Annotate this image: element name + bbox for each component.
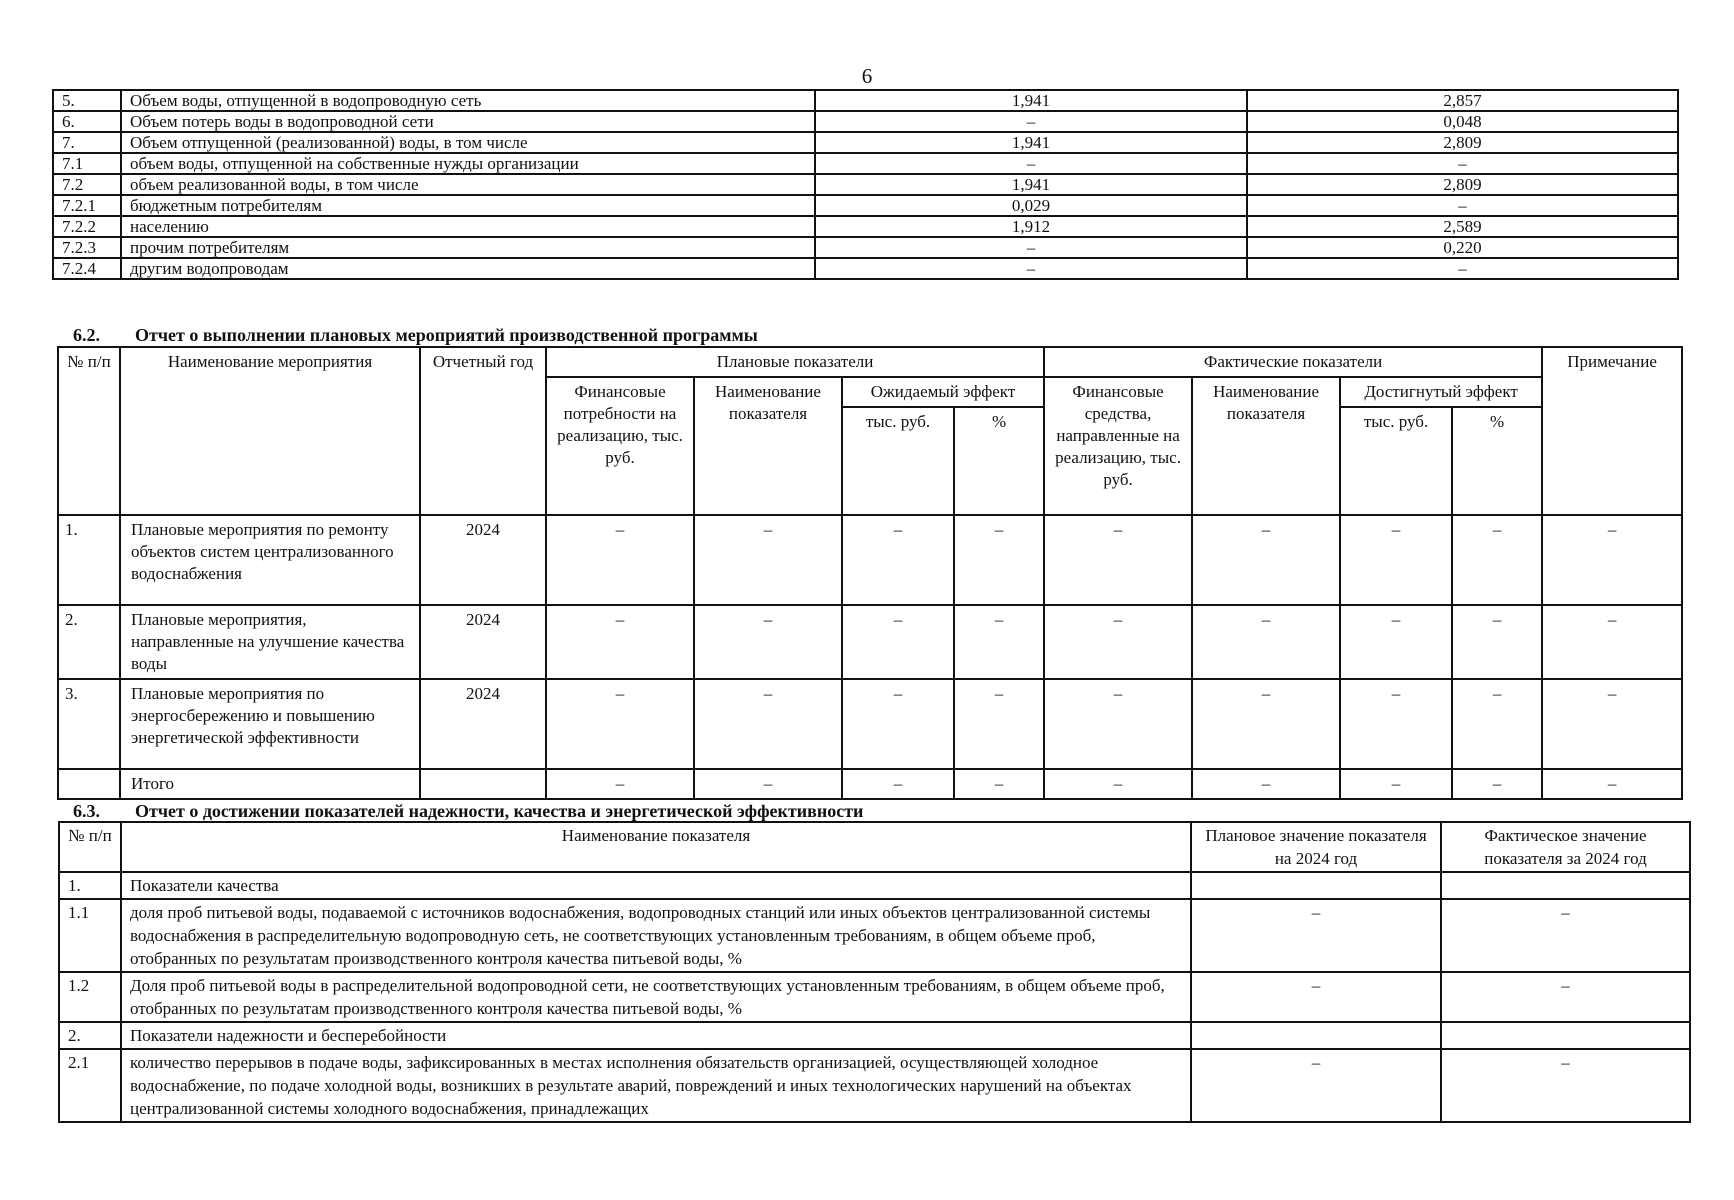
total-value: –: [1192, 769, 1340, 799]
indicator-value: –: [1340, 515, 1452, 605]
fact-value: –: [1441, 972, 1690, 1022]
indicator-value: –: [1452, 515, 1542, 605]
row-number: 2.: [58, 605, 120, 679]
row-number: 7.: [53, 132, 121, 153]
indicator-value: –: [1452, 605, 1542, 679]
row-name: бюджетным потребителям: [121, 195, 815, 216]
total-value: –: [842, 769, 954, 799]
indicator-value: –: [1044, 679, 1192, 769]
section-number: 6.2.: [73, 325, 100, 345]
fact-value: 0,220: [1247, 237, 1678, 258]
fact-value: 2,857: [1247, 90, 1678, 111]
row-number: 1.2: [59, 972, 121, 1022]
plan-value: 1,941: [815, 90, 1247, 111]
table-row: [59, 1049, 1690, 1122]
activity-name: Плановые мероприятия, направленные на улучшение качества воды: [120, 605, 420, 679]
fact-value: –: [1247, 195, 1678, 216]
plan-value: –: [815, 258, 1247, 279]
fact-value: [1441, 1022, 1690, 1049]
total-value: –: [694, 769, 842, 799]
header-planned-indicators: Плановые показатели: [546, 347, 1044, 377]
header-achieved-percent: %: [1452, 407, 1542, 515]
header-expected-percent: %: [954, 407, 1044, 515]
table-row: [53, 195, 1678, 216]
row-name: Объем потерь воды в водопроводной сети: [121, 111, 815, 132]
indicator-name: Доля проб питьевой воды в распределительной водопроводной сети, не соответствующих установленным требованиям, в общем объеме проб, отобранных по результатам производственного контроля качества питьевой воды, %: [121, 972, 1191, 1022]
row-number: 2.1: [59, 1049, 121, 1122]
report-year: 2024: [420, 605, 546, 679]
plan-value: –: [1191, 972, 1441, 1022]
fact-value: [1441, 872, 1690, 899]
fact-value: 2,809: [1247, 132, 1678, 153]
indicator-value: –: [1340, 679, 1452, 769]
row-name: Объем воды, отпущенной в водопроводную сеть: [121, 90, 815, 111]
section-heading-6-2: [73, 325, 758, 345]
indicator-value: –: [546, 679, 694, 769]
row-number: 5.: [53, 90, 121, 111]
plan-value: –: [815, 111, 1247, 132]
row-name: объем реализованной воды, в том числе: [121, 174, 815, 195]
header-fact-value: Фактическое значение показателя за 2024 год: [1441, 822, 1690, 872]
indicator-value: –: [694, 515, 842, 605]
row-number: 7.2.4: [53, 258, 121, 279]
indicator-value: –: [1044, 515, 1192, 605]
fact-value: 2,589: [1247, 216, 1678, 237]
indicator-name: количество перерывов в подаче воды, зафиксированных в местах исполнения обязательств организацией, осуществляющей холодное водоснабжение, по подаче холодной воды, возникших в результате аварий, повреждений и иных технологических нарушений на объектах централизованной системы холодного водоснабжения, принадлежащих: [121, 1049, 1191, 1122]
header-fact-finance: Финансовые средства, направленные на реализацию, тыс. руб.: [1044, 377, 1192, 515]
plan-value: [1191, 872, 1441, 899]
report-year: 2024: [420, 679, 546, 769]
table-row: [59, 872, 1690, 899]
header-note: Примечание: [1542, 347, 1682, 515]
indicator-value: –: [1192, 605, 1340, 679]
table-row: [53, 90, 1678, 111]
total-value: –: [1044, 769, 1192, 799]
indicator-value: –: [842, 605, 954, 679]
row-name: Объем отпущенной (реализованной) воды, в том числе: [121, 132, 815, 153]
table-row: [53, 174, 1678, 195]
header-achieved-rub: тыс. руб.: [1340, 407, 1452, 515]
header-actual-indicators: Фактические показатели: [1044, 347, 1542, 377]
table-row: [53, 258, 1678, 279]
fact-value: –: [1247, 258, 1678, 279]
empty-cell: [58, 769, 120, 799]
header-num: № п/п: [58, 347, 120, 515]
row-number: 7.2: [53, 174, 121, 195]
reliability-indicators-table: [58, 821, 1691, 1123]
table-row: [53, 153, 1678, 174]
indicator-value: –: [1340, 605, 1452, 679]
plan-value: 1,912: [815, 216, 1247, 237]
indicator-value: –: [546, 515, 694, 605]
total-value: –: [954, 769, 1044, 799]
section-number: 6.3.: [73, 801, 100, 821]
activity-name: Плановые мероприятия по энергосбережению и повышению энергетической эффективности: [120, 679, 420, 769]
table-row: [59, 1022, 1690, 1049]
row-number: 6.: [53, 111, 121, 132]
plan-value: 1,941: [815, 132, 1247, 153]
indicator-name: Показатели надежности и бесперебойности: [121, 1022, 1191, 1049]
fact-value: –: [1441, 1049, 1690, 1122]
indicator-name: Показатели качества: [121, 872, 1191, 899]
total-value: –: [1542, 769, 1682, 799]
page-number: 6: [861, 64, 873, 88]
header-report-year: Отчетный год: [420, 347, 546, 515]
table-row: [58, 605, 1682, 679]
fact-value: 0,048: [1247, 111, 1678, 132]
header-achieved-effect: Достигнутый эффект: [1340, 377, 1542, 407]
empty-cell: [420, 769, 546, 799]
row-number: 1.: [58, 515, 120, 605]
header-num: № п/п: [59, 822, 121, 872]
indicator-name: доля проб питьевой воды, подаваемой с источников водоснабжения, водопроводных станций или иных объектов централизованной системы водоснабжения в распределительную водопроводную сеть, не соответствующих установленным требованиям, в общем объеме проб, отобранных по результатам производственного контроля качества питьевой воды, %: [121, 899, 1191, 972]
total-row: [58, 769, 1682, 799]
row-name: прочим потребителям: [121, 237, 815, 258]
row-number: 2.: [59, 1022, 121, 1049]
planned-activities-table: [57, 346, 1683, 800]
activity-name: Плановые мероприятия по ремонту объектов систем централизованного водоснабжения: [120, 515, 420, 605]
indicator-value: –: [1452, 679, 1542, 769]
plan-value: 0,029: [815, 195, 1247, 216]
water-volume-table: [52, 89, 1679, 280]
indicator-value: –: [1542, 515, 1682, 605]
table-row: [53, 132, 1678, 153]
table-row: [53, 216, 1678, 237]
plan-value: 1,941: [815, 174, 1247, 195]
indicator-value: –: [1192, 679, 1340, 769]
fact-value: –: [1247, 153, 1678, 174]
fact-value: –: [1441, 899, 1690, 972]
indicator-value: –: [1542, 679, 1682, 769]
row-number: 7.1: [53, 153, 121, 174]
table-row: [53, 237, 1678, 258]
indicator-value: –: [694, 605, 842, 679]
report-year: 2024: [420, 515, 546, 605]
indicator-value: –: [954, 679, 1044, 769]
header-expected-rub: тыс. руб.: [842, 407, 954, 515]
total-label: Итого: [120, 769, 420, 799]
indicator-value: –: [954, 605, 1044, 679]
header-plan-indicator: Наименование показателя: [694, 377, 842, 515]
header-plan-value: Плановое значение показателя на 2024 год: [1191, 822, 1441, 872]
plan-value: –: [815, 153, 1247, 174]
row-number: 7.2.3: [53, 237, 121, 258]
row-name: другим водопроводам: [121, 258, 815, 279]
table-row: [59, 972, 1690, 1022]
header-expected-effect: Ожидаемый эффект: [842, 377, 1044, 407]
total-value: –: [546, 769, 694, 799]
row-number: 1.1: [59, 899, 121, 972]
fact-value: 2,809: [1247, 174, 1678, 195]
plan-value: [1191, 1022, 1441, 1049]
total-value: –: [1452, 769, 1542, 799]
row-name: населению: [121, 216, 815, 237]
table-row: [58, 515, 1682, 605]
total-value: –: [1340, 769, 1452, 799]
indicator-value: –: [546, 605, 694, 679]
header-activity-name: Наименование мероприятия: [120, 347, 420, 515]
table-row: [59, 899, 1690, 972]
row-number: 7.2.2: [53, 216, 121, 237]
row-name: объем воды, отпущенной на собственные нужды организации: [121, 153, 815, 174]
indicator-value: –: [694, 679, 842, 769]
indicator-value: –: [842, 679, 954, 769]
header-plan-finance: Финансовые потребности на реализацию, тыс. руб.: [546, 377, 694, 515]
table-row: [53, 111, 1678, 132]
indicator-value: –: [1044, 605, 1192, 679]
indicator-value: –: [842, 515, 954, 605]
plan-value: –: [1191, 899, 1441, 972]
header-indicator-name: Наименование показателя: [121, 822, 1191, 872]
section-title: Отчет о выполнении плановых мероприятий производственной программы: [135, 325, 758, 345]
indicator-value: –: [1192, 515, 1340, 605]
plan-value: –: [815, 237, 1247, 258]
indicator-value: –: [1542, 605, 1682, 679]
plan-value: –: [1191, 1049, 1441, 1122]
section-title: Отчет о достижении показателей надежности, качества и энергетической эффективности: [135, 801, 864, 821]
row-number: 7.2.1: [53, 195, 121, 216]
indicator-value: –: [954, 515, 1044, 605]
row-number: 1.: [59, 872, 121, 899]
section-heading-6-3: [73, 801, 863, 821]
table-row: [58, 679, 1682, 769]
header-fact-indicator: Наименование показателя: [1192, 377, 1340, 515]
row-number: 3.: [58, 679, 120, 769]
